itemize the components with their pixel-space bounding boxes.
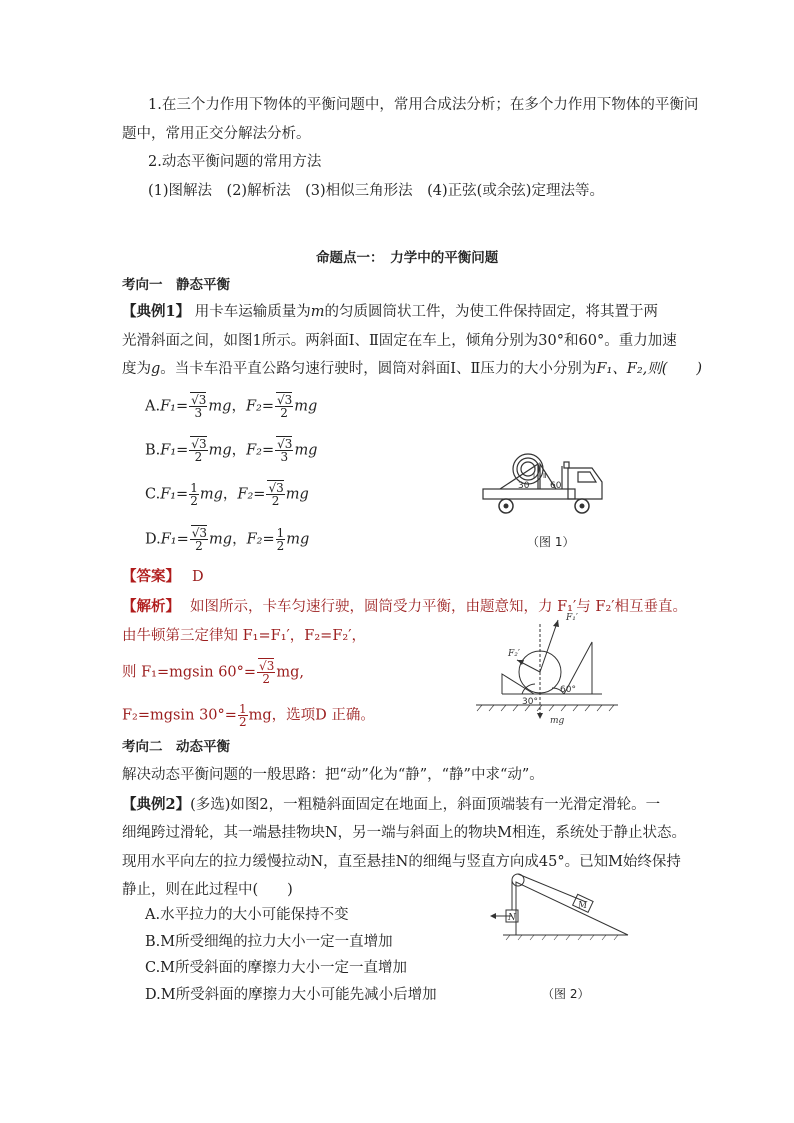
- example-1-option-b: B.F₁= $\frac{√3}{2}$ mg，F₂= $\frac{√3}{3}$ mg: [145, 437, 318, 464]
- angle-60-label: 60°: [560, 685, 576, 695]
- kaoxiang-2-heading: 考向二 动态平衡: [122, 739, 230, 755]
- example-1-label: 【典例1】: [122, 303, 191, 320]
- block-n-label: N: [508, 913, 516, 923]
- truck-angle-60: 60: [550, 481, 562, 491]
- example-1-option-a: A.F₁= $\frac{√3}{3}$ mg，F₂= $\frac{√3}{2}$ mg: [145, 393, 318, 420]
- truck-figure: [478, 442, 618, 522]
- force-diagram: [472, 602, 622, 727]
- figure-1-caption: （图 1）: [527, 535, 575, 549]
- force-mg-label: mg: [550, 716, 565, 726]
- summary-line-4: (1)图解法 (2)解析法 (3)相似三角形法 (4)正弦(或余弦)定理法等。: [148, 183, 604, 199]
- summary-line-1: 1.在三个力作用下物体的平衡问题中，常用合成法分析；在多个力作用下物体的平衡问: [148, 97, 699, 113]
- example-2-option-b: B.M所受细绳的拉力大小一定一直增加: [145, 934, 393, 950]
- force-f2-label: F₂′: [508, 649, 520, 659]
- example-2-option-c: C.M所受斜面的摩擦力大小一定一直增加: [145, 960, 408, 976]
- example-1-line-3: 度为g。当卡车沿平直公路匀速行驶时，圆筒对斜面Ⅰ、Ⅱ压力的大小分别为F₁、F₂,则( ): [122, 361, 703, 377]
- answer-label: 【答案】: [122, 568, 180, 585]
- analysis-line-3: 则 F₁=mgsin 60°= $\frac{√3}{2}$ mg,: [122, 659, 304, 686]
- force-f1-label: F₁′: [566, 613, 578, 623]
- analysis-label: 【解析】: [122, 598, 180, 615]
- analysis-line-1: 【解析】 如图所示，卡车匀速行驶，圆筒受力平衡，由题意知，力 F₁′与 F₂′相互垂直。: [122, 598, 688, 615]
- section-title: 命题点一： 力学中的平衡问题: [316, 250, 499, 266]
- summary-line-3: 2.动态平衡问题的常用方法: [148, 154, 322, 170]
- angle-30-label: 30°: [522, 697, 538, 707]
- example-2-option-d: D.M所受斜面的摩擦力大小可能先减小后增加: [145, 987, 437, 1003]
- analysis-line-2: 由牛顿第三定律知 F₁=F₁′，F₂=F₂′，: [122, 628, 366, 644]
- analysis-line-4: F₂=mgsin 30°= $\frac{1}{2}$ mg，选项D 正确。: [122, 702, 375, 729]
- example-1-line-2: 光滑斜面之间，如图1所示。两斜面Ⅰ、Ⅱ固定在车上，倾角分别为30°和60°。重力加速: [122, 333, 677, 349]
- example-2-option-a: A.水平拉力的大小可能保持不变: [145, 907, 349, 923]
- incline-figure: [488, 860, 633, 942]
- kaoxiang-1-heading: 考向一 静态平衡: [122, 277, 230, 293]
- figure-2-caption: （图 2）: [542, 987, 590, 1001]
- example-2-line-2: 细绳跨过滑轮，其一端悬挂物块N，另一端与斜面上的物块M相连，系统处于静止状态。: [122, 825, 687, 841]
- block-m-label: M: [578, 901, 588, 911]
- example-2-label: 【典例2】: [122, 796, 191, 813]
- example-2-line-4: 静止，则在此过程中( ): [122, 882, 293, 898]
- truck-roman-2: Ⅱ: [543, 472, 547, 480]
- answer-line: [122, 567, 204, 587]
- example-2-line-3: 现用水平向左的拉力缓慢拉动N，直至悬挂N的细绳与竖直方向成45°。已知M始终保持: [122, 854, 681, 870]
- dynamic-intro: 解决动态平衡问题的一般思路：把“动”化为“静”，“静”中求“动”。: [122, 767, 544, 783]
- example-1-line-1: 【典例1】 用卡车运输质量为m的匀质圆筒状工件，为使工件保持固定，将其置于两: [122, 303, 658, 320]
- example-1-option-c: C.F₁= $\frac{1}{2}$ mg，F₂= $\frac{√3}{2}$ mg: [145, 481, 309, 508]
- truck-angle-30: 30: [518, 481, 530, 491]
- answer-value: D: [192, 569, 204, 585]
- summary-line-2: 题中，常用正交分解法分析。: [122, 126, 311, 142]
- truck-roman-1: Ⅰ: [533, 472, 536, 480]
- example-1-option-d: D.F₁= $\frac{√3}{2}$ mg，F₂= $\frac{1}{2}$ mg: [145, 526, 310, 553]
- example-2-line-1: 【典例2】(多选)如图2，一粗糙斜面固定在地面上，斜面顶端装有一光滑定滑轮。一: [122, 796, 661, 813]
